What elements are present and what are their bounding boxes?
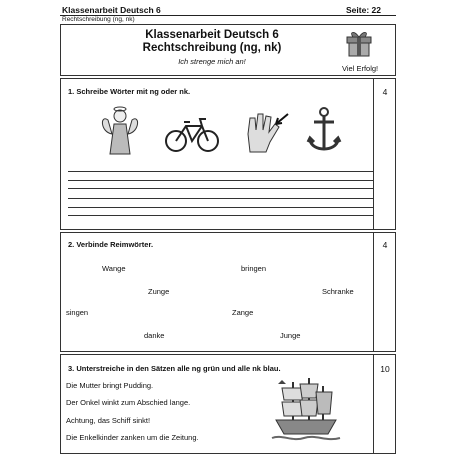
rhyme-word: Schranke <box>322 287 354 296</box>
motto: Ich strenge mich an! <box>178 57 246 66</box>
task1-instruction: 1. Schreibe Wörter mit ng oder nk. <box>68 87 191 96</box>
worksheet-topic <box>72 42 352 55</box>
sentence: Die Mutter bringt Pudding. <box>66 381 154 390</box>
rhyme-word: singen <box>66 308 89 317</box>
task2-points-divider <box>373 232 374 352</box>
rhyme-word: Junge <box>280 331 301 340</box>
task2-points: 4 <box>382 240 388 250</box>
sentence: Die Enkelkinder zanken um die Zeitung. <box>66 433 199 442</box>
sentence: Achtung, das Schiff sinkt! <box>66 416 151 425</box>
header-title: Klassenarbeit Deutsch 6 <box>62 5 161 15</box>
anchor-icon <box>304 106 344 156</box>
rhyme-word: danke <box>144 331 165 340</box>
rhyme-word: bringen <box>241 264 267 273</box>
task1-points: 4 <box>382 87 388 97</box>
finger-icon <box>242 106 292 156</box>
task2-instruction: 2. Verbinde Reimwörter. <box>68 240 154 249</box>
writing-lines-1[interactable] <box>68 171 374 189</box>
rhyme-word: Zunge <box>148 287 170 296</box>
sentence: Der Onkel winkt zum Abschied lange. <box>66 398 191 407</box>
rhyme-word: Wange <box>102 264 126 273</box>
ship-icon <box>270 374 342 446</box>
task3-points: 10 <box>380 364 390 374</box>
good-luck-text: Viel Erfolg! <box>342 64 379 73</box>
worksheet-title: Klassenarbeit Deutsch 6 <box>145 29 279 41</box>
task3-instruction: 3. Unterstreiche in den Sätzen alle ng grün und alle nk blau. <box>68 364 281 373</box>
writing-lines-2[interactable] <box>68 198 374 216</box>
bicycle-icon <box>164 114 220 154</box>
topic-text: Rechtschreibung (ng, nk) <box>142 42 282 54</box>
header-subtitle: Rechtschreibung (ng, nk) <box>62 16 135 23</box>
gift-box-icon <box>344 28 374 58</box>
page-number: Seite: 22 <box>346 5 381 15</box>
angel-icon <box>100 106 140 158</box>
rhyme-word: Zange <box>232 308 254 317</box>
